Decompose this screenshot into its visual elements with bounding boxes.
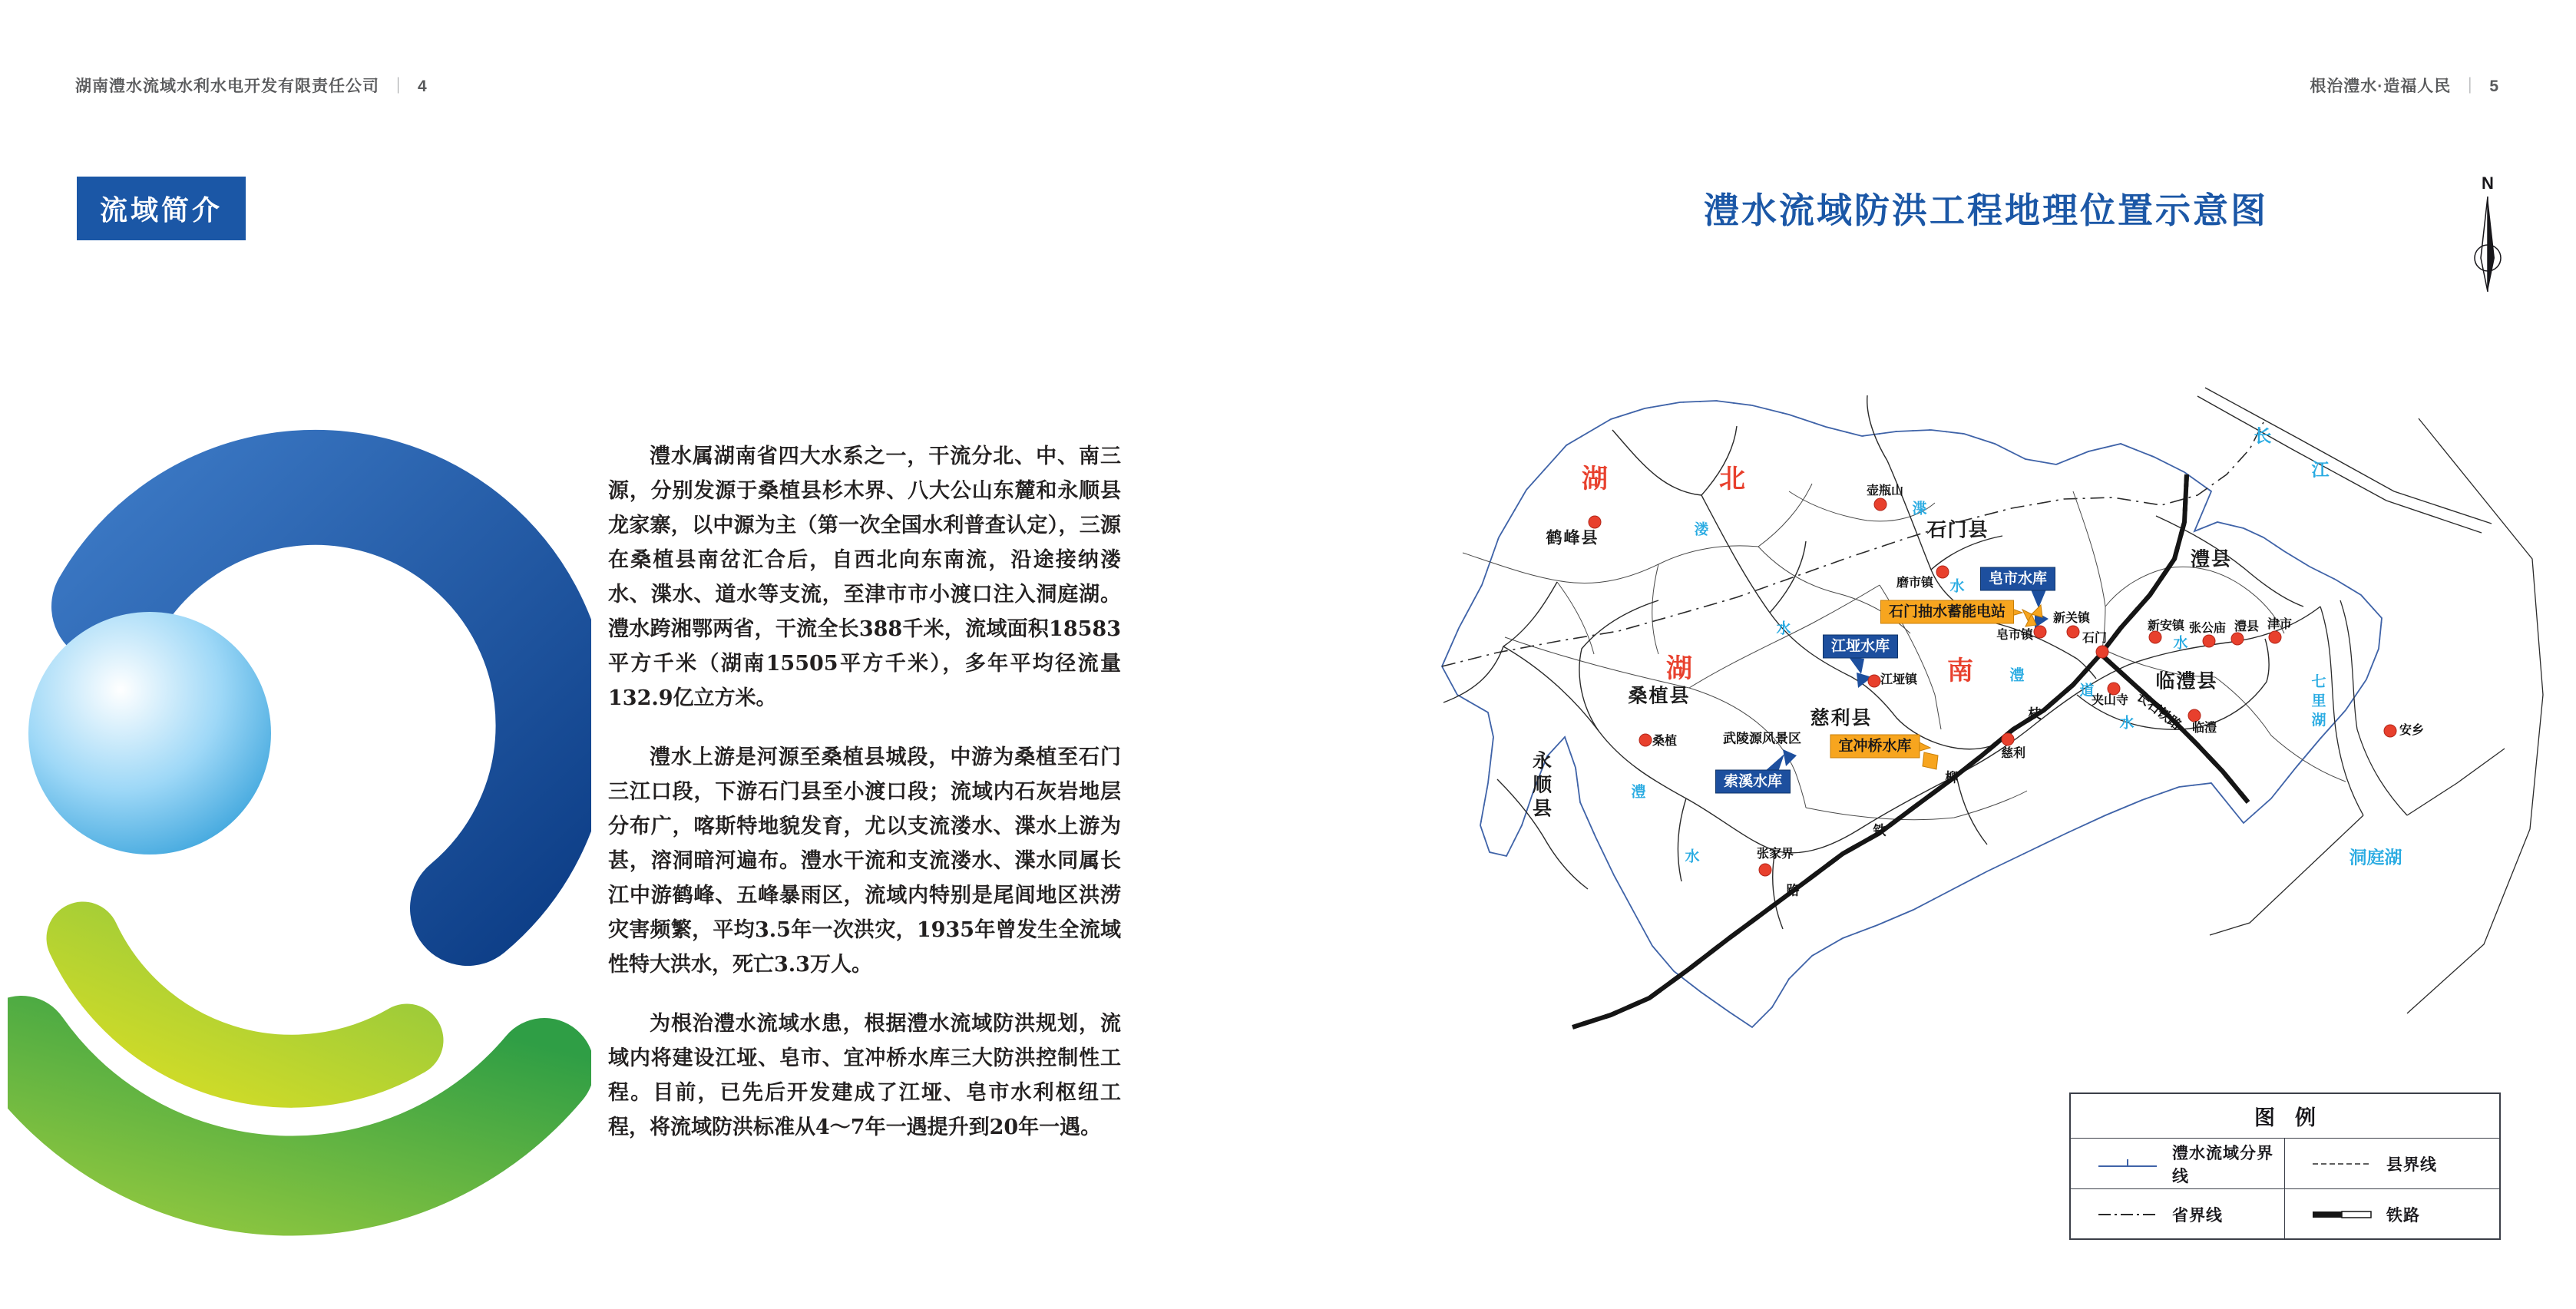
legend-title: 图例 (2071, 1094, 2499, 1139)
map-label-town: 安乡 (2399, 724, 2425, 737)
legend-label: 铁路 (2386, 1207, 2420, 1225)
map-label-water: 渫 (1912, 501, 1927, 517)
map-label-water: 水 (2173, 635, 2188, 652)
map-label-county: 永顺县 (1529, 750, 1552, 822)
province-line-symbol (2097, 1208, 2158, 1221)
header-divider: ｜ (390, 78, 407, 95)
map-label-town: 桑植 (1652, 735, 1678, 748)
map-label-county: 澧县 (2190, 548, 2233, 570)
paragraph-2: 澧水上游是河源至桑植县城段，中游为桑植至石门三江口段，下游石门县至小渡口段；流域内石灰岩地层分布广，喀斯特地貌发育，尤以支流溇水、渫水上游为甚，溶洞暗河遍布。澧水干流和支流溇水、渫水同属长江中游鹤峰、五峰暴雨区，流域内特别是尾闾地区洪涝灾害频繁，平均3.5年一次洪灾，1935年曾发生全流域性特大洪水，死亡3.3万人。 (608, 745, 1121, 977)
town-dot (2096, 646, 2109, 659)
map-label-railway: 铁 (1873, 823, 1887, 838)
railway-symbol (2311, 1208, 2373, 1221)
map-label-town: 慈利 (2000, 747, 2026, 760)
town-dot (2002, 733, 2015, 746)
map-label-water: 长 (2254, 425, 2272, 446)
map-label-town: 津市 (2267, 618, 2293, 631)
map-callout-blue: 索溪水库 (1715, 770, 1791, 794)
page-number-right: 5 (2489, 78, 2499, 95)
town-dot (1759, 864, 1772, 877)
legend-item-county-line (2285, 1139, 2499, 1189)
map-callout-orange: 宜冲桥水库 (1830, 735, 1920, 759)
map-label-water: 水 (1685, 848, 1700, 865)
paragraph-3: 为根治澧水流域水患，根据澧水流域防洪规划，流域内将建设江垭、皂市、宜冲桥水库三大防洪控制性工程。目前，已先后开发建成了江垭、皂市水利枢纽工程，将流域防洪标准从4～7年一遇提升到20年一遇。 (608, 1012, 1121, 1139)
town-dot (2384, 725, 2397, 738)
map-label-province: 湖 (1582, 464, 1609, 494)
map-label-scenic-area: 武陵源风景区 (1723, 731, 1801, 746)
map-label-town: 夹山寺 (2091, 694, 2129, 707)
paragraph-1: 澧水属湖南省四大水系之一，干流分北、中、南三源，分别发源于桑植县杉木界、八大公山东麓和永顺县龙家寨，以中源为主（第一次全国水利普查认定），三源在桑植县南岔汇合后，自西北向东南流，沿途接纳溇水、渫水、道水等支流，至津市市小渡口注入洞庭湖。澧水跨湘鄂两省，干流全长388千米，流域面积18583平方千米（湖南15505平方千米），多年平均径流量132.9亿立方米。 (608, 445, 1121, 710)
map-label-town: 张公庙 (2188, 622, 2227, 635)
map-callout-blue: 江垭水库 (1823, 635, 1898, 659)
map-label-water: 江 (2311, 459, 2330, 480)
map-label-town: 磨市镇 (1896, 577, 1934, 590)
map-label-county: 鹤峰县 (1546, 529, 1599, 547)
map-label-water: 道 (2079, 683, 2095, 699)
north-label: N (2482, 175, 2494, 193)
town-dot (1874, 498, 1887, 511)
town-dot (1589, 516, 1602, 529)
legend-label: 县界线 (2386, 1155, 2437, 1174)
map-label-water: 七里湖 (2309, 673, 2326, 732)
town-dot (2067, 626, 2080, 639)
map-label-water: 水 (2119, 715, 2135, 732)
map-callout-orange: 石门抽水蓄能电站 (1880, 600, 2014, 624)
basin-boundary-symbol (2097, 1157, 2158, 1171)
legend-item-province-line (2071, 1189, 2285, 1240)
map-label-water: 水 (1949, 578, 1965, 595)
map-title: 澧水流域防洪工程地理位置示意图 (1704, 190, 2268, 230)
county-line-symbol (2311, 1157, 2373, 1171)
section-title: 流域简介 (77, 177, 246, 240)
map-label-railway: 路 (1786, 883, 1800, 898)
map-label-railway: 长石铁路 (2134, 689, 2184, 733)
town-dot (2108, 683, 2121, 696)
map-label-town: 新安镇 (2147, 620, 2185, 633)
map-label-town: 澧县 (2234, 620, 2260, 633)
map-label-town: 壶瓶山 (1866, 484, 1904, 497)
map-label-water: 洞庭湖 (2349, 847, 2402, 868)
map-label-town: 石门 (2082, 632, 2108, 645)
legend-label: 省界线 (2172, 1207, 2223, 1225)
map-label-town: 江垭镇 (1880, 673, 1918, 686)
town-dot (2188, 709, 2201, 722)
map-label-province: 南 (1947, 656, 1975, 686)
map-legend (2069, 1092, 2501, 1240)
page-number-left: 4 (418, 78, 428, 95)
legend-item-railway (2285, 1189, 2499, 1240)
town-dot (2231, 633, 2244, 646)
map-label-railway: 枝 (2028, 706, 2042, 722)
legend-item-basin-boundary (2071, 1139, 2285, 1189)
town-dot (2034, 626, 2047, 639)
map-label-county: 石门县 (1926, 519, 1989, 541)
map-label-town: 皂市镇 (1996, 629, 2034, 642)
map-label-town: 临澧 (2191, 722, 2217, 735)
town-dot (1868, 675, 1881, 688)
map-label-water: 溇 (1694, 521, 1709, 538)
map-label-province: 湖 (1666, 654, 1694, 683)
map-callout-blue: 皂市水库 (1980, 567, 2055, 591)
header-divider: ｜ (2462, 78, 2479, 95)
town-dot (2203, 635, 2216, 648)
map-label-water: 水 (1776, 620, 1791, 637)
town-dot (1936, 566, 1949, 579)
town-dot (2149, 631, 2162, 644)
slogan: 根治澧水·造福人民 (2310, 78, 2452, 95)
legend-label: 澧水流域分界线 (2172, 1144, 2273, 1185)
map-label-railway: 柳 (1945, 770, 1959, 785)
town-dot (2269, 631, 2282, 644)
map-label-town: 新关镇 (2052, 612, 2091, 625)
map-label-water: 澧 (1631, 784, 1646, 801)
map-label-county: 临澧县 (2155, 670, 2218, 693)
map-label-town: 张家界 (1756, 848, 1794, 861)
company-name: 湖南澧水流域水利水电开发有限责任公司 (75, 78, 379, 95)
map-label-water: 澧 (2009, 667, 2025, 684)
town-dot (1639, 734, 1652, 747)
map-label-county: 慈利县 (1810, 707, 1873, 729)
map-label-county: 桑植县 (1628, 685, 1691, 707)
map-label-province: 北 (1719, 464, 1747, 494)
